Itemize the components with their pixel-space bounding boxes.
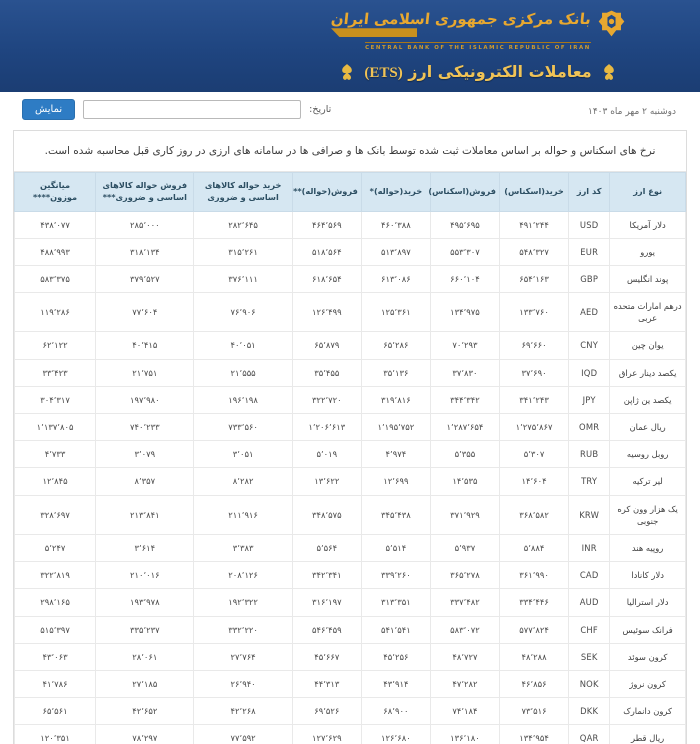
cell-sell-cash: ۱۳۶٬۱۸۰	[430, 725, 499, 744]
cell-sell-remittance: ۶۹٬۵۲۶	[292, 698, 361, 725]
cell-currency-name: یورو	[610, 238, 686, 265]
cell-weighted-average: ۱۲۰٬۳۵۱	[15, 725, 96, 744]
cell-buy-remittance: ۶۵٬۲۸۶	[361, 332, 430, 359]
cell-currency-name: لیر ترکیه	[610, 468, 686, 495]
cell-sell-essential: ۴۰٬۴۱۵	[96, 332, 194, 359]
cell-weighted-average: ۴۱٬۷۸۶	[15, 670, 96, 697]
cell-sell-essential: ۱۹۳٬۹۷۸	[96, 589, 194, 616]
cell-currency-name: روبل روسیه	[610, 441, 686, 468]
cell-currency-code: KRW	[569, 495, 610, 534]
cell-buy-remittance: ۳۳۹٬۲۶۰	[361, 562, 430, 589]
cell-currency-name: پوند انگلیس	[610, 265, 686, 292]
cell-buy-remittance: ۶۱۳٬۰۸۶	[361, 265, 430, 292]
cell-currency-code: DKK	[569, 698, 610, 725]
cell-sell-cash: ۵٬۳۵۵	[430, 441, 499, 468]
rates-note: نرخ های اسکناس و حواله بر اساس معاملات ثبت شده توسط بانک ها و صرافی ها در سامانه های ارزی در روز کاری قبل محاسبه شده است.	[14, 131, 686, 172]
cell-sell-remittance: ۵۱۸٬۵۶۴	[292, 238, 361, 265]
cell-sell-cash: ۳۷۱٬۹۲۹	[430, 495, 499, 534]
cell-weighted-average: ۱٬۱۳۷٬۸۰۵	[15, 414, 96, 441]
table-row	[15, 670, 686, 697]
cell-sell-remittance: ۳۵٬۴۵۵	[292, 359, 361, 386]
cell-sell-cash: ۶۶۰٬۱۰۴	[430, 265, 499, 292]
cell-buy-cash: ۵۴۸٬۳۲۷	[500, 238, 569, 265]
ets-title-row	[339, 62, 616, 82]
central-bank-name-fa: بانک مرکزی جمهوری اسلامی ایران	[330, 10, 592, 29]
cell-buy-essential: ۲۶٬۹۴۰	[194, 670, 292, 697]
cell-currency-code: IQD	[569, 359, 610, 386]
table-row	[15, 562, 686, 589]
ornament-right-icon	[339, 63, 355, 81]
cell-buy-essential: ۳۳۲٬۲۲۰	[194, 616, 292, 643]
cell-buy-essential: ۴۲٬۲۶۸	[194, 698, 292, 725]
cell-weighted-average: ۳۲۸٬۶۹۷	[15, 495, 96, 534]
col-buy-essential-goods: خرید حواله کالاهای اساسی و ضروری	[194, 172, 292, 211]
cell-sell-remittance: ۱۲۶٬۴۹۹	[292, 293, 361, 332]
table-body	[15, 211, 686, 744]
cell-sell-cash: ۴۹۵٬۶۹۵	[430, 211, 499, 238]
cell-sell-cash: ۷۰٬۲۹۳	[430, 332, 499, 359]
col-buy-remittance: خرید(حواله)*	[361, 172, 430, 211]
cell-buy-essential: ۷۳۳٬۵۶۰	[194, 414, 292, 441]
cell-currency-code: EUR	[569, 238, 610, 265]
cell-buy-cash: ۳۷٬۶۹۰	[500, 359, 569, 386]
cell-weighted-average: ۴٬۷۳۳	[15, 441, 96, 468]
cell-buy-remittance: ۱٬۱۹۵٬۷۵۲	[361, 414, 430, 441]
cell-currency-name: روپیه هند	[610, 534, 686, 561]
cell-currency-code: AED	[569, 293, 610, 332]
cell-sell-essential: ۲۷٬۱۸۵	[96, 670, 194, 697]
table-row	[15, 238, 686, 265]
cell-currency-code: NOK	[569, 670, 610, 697]
cell-weighted-average: ۱۲٬۸۴۵	[15, 468, 96, 495]
col-weighted-average: میانگین موزون****	[15, 172, 96, 211]
cell-sell-remittance: ۳۴۲٬۳۴۱	[292, 562, 361, 589]
col-currency-code: کد ارز	[569, 172, 610, 211]
cell-weighted-average: ۵٬۲۴۷	[15, 534, 96, 561]
cell-currency-name: فرانک سوئیس	[610, 616, 686, 643]
cell-currency-code: USD	[569, 211, 610, 238]
cell-buy-essential: ۲۱۱٬۹۱۶	[194, 495, 292, 534]
cell-buy-remittance: ۱۲٬۶۹۹	[361, 468, 430, 495]
col-buy-cash: خرید(اسکناس)	[500, 172, 569, 211]
central-bank-logo-row	[331, 10, 625, 37]
cell-currency-code: CHF	[569, 616, 610, 643]
cell-buy-cash: ۴۶٬۸۵۶	[500, 670, 569, 697]
table-row	[15, 414, 686, 441]
table-row	[15, 616, 686, 643]
cell-buy-essential: ۳٬۰۵۱	[194, 441, 292, 468]
cell-sell-remittance: ۶۵٬۸۷۹	[292, 332, 361, 359]
table-row	[15, 386, 686, 413]
cell-weighted-average: ۴۸۸٬۹۹۳	[15, 238, 96, 265]
table-row	[15, 211, 686, 238]
cell-currency-code: OMR	[569, 414, 610, 441]
cell-buy-cash: ۷۳٬۵۱۶	[500, 698, 569, 725]
cell-sell-cash: ۳۳۷٬۴۸۲	[430, 589, 499, 616]
cell-currency-name: کرون سوئد	[610, 643, 686, 670]
col-currency-name: نوع ارز	[610, 172, 686, 211]
cell-weighted-average: ۶۵٬۵۶۱	[15, 698, 96, 725]
cell-sell-remittance: ۴۶۴٬۵۶۹	[292, 211, 361, 238]
table-row	[15, 643, 686, 670]
cell-buy-remittance: ۴۶۰٬۳۸۸	[361, 211, 430, 238]
cell-sell-cash: ۳۴۴٬۳۴۲	[430, 386, 499, 413]
cell-buy-essential: ۷۷٬۵۹۲	[194, 725, 292, 744]
cell-sell-essential: ۲۱٬۷۵۱	[96, 359, 194, 386]
cell-currency-name: دلار کانادا	[610, 562, 686, 589]
cell-buy-remittance: ۵۴۱٬۵۴۱	[361, 616, 430, 643]
cell-currency-code: CAD	[569, 562, 610, 589]
cell-buy-cash: ۳۴۱٬۲۴۳	[500, 386, 569, 413]
persian-date-label: دوشنبه ۲ مهر ماه ۱۴۰۳	[588, 107, 676, 117]
cell-buy-remittance: ۳۱۹٬۸۱۶	[361, 386, 430, 413]
cell-currency-code: RUB	[569, 441, 610, 468]
cbi-emblem-icon	[598, 10, 625, 37]
cell-currency-name: یوان چین	[610, 332, 686, 359]
table-row	[15, 293, 686, 332]
cell-buy-cash: ۱۳۴٬۹۵۴	[500, 725, 569, 744]
cell-currency-name: درهم امارات متحده عربی	[610, 293, 686, 332]
cell-currency-name: ریال عمان	[610, 414, 686, 441]
cell-buy-essential: ۲۷٬۷۶۴	[194, 643, 292, 670]
cell-sell-remittance: ۶۱۸٬۶۵۴	[292, 265, 361, 292]
cell-currency-code: JPY	[569, 386, 610, 413]
cell-buy-essential: ۱۹۶٬۱۹۸	[194, 386, 292, 413]
cell-buy-cash: ۳۶۸٬۵۸۲	[500, 495, 569, 534]
cell-sell-cash: ۱۴٬۵۳۵	[430, 468, 499, 495]
cell-sell-essential: ۸٬۳۵۷	[96, 468, 194, 495]
table-row	[15, 265, 686, 292]
banner-content	[268, 0, 688, 92]
cell-currency-name: یکصد دینار عراق	[610, 359, 686, 386]
cell-currency-name: دلار استرالیا	[610, 589, 686, 616]
ets-title	[364, 62, 591, 82]
cell-sell-essential: ۳۳۵٬۲۳۷	[96, 616, 194, 643]
date-input[interactable]	[83, 100, 301, 119]
cell-weighted-average: ۲۹۸٬۱۶۵	[15, 589, 96, 616]
table-row	[15, 589, 686, 616]
cell-sell-essential: ۲۸۵٬۰۰۰	[96, 211, 194, 238]
cell-sell-essential: ۲۸٬۰۶۱	[96, 643, 194, 670]
cell-sell-cash: ۷۴٬۱۸۴	[430, 698, 499, 725]
cell-weighted-average: ۴۳٬۰۶۳	[15, 643, 96, 670]
cell-sell-remittance: ۳۱۶٬۱۹۷	[292, 589, 361, 616]
central-bank-name-en: CENTRAL BANK OF THE ISLAMIC REPUBLIC OF IRAN	[365, 42, 591, 51]
cell-sell-essential: ۳٬۰۷۹	[96, 441, 194, 468]
table-row	[15, 332, 686, 359]
cell-buy-cash: ۳۳۴٬۴۴۶	[500, 589, 569, 616]
cell-sell-essential: ۷۷٬۶۰۴	[96, 293, 194, 332]
cell-buy-cash: ۵۷۷٬۸۲۴	[500, 616, 569, 643]
cell-sell-essential: ۳٬۶۱۴	[96, 534, 194, 561]
cell-currency-code: GBP	[569, 265, 610, 292]
cell-sell-remittance: ۱٬۲۰۶٬۶۱۳	[292, 414, 361, 441]
table-row	[15, 534, 686, 561]
cell-buy-remittance: ۴۵٬۲۵۶	[361, 643, 430, 670]
cell-weighted-average: ۴۳۸٬۰۷۷	[15, 211, 96, 238]
cell-buy-remittance: ۳۱۳٬۳۵۱	[361, 589, 430, 616]
cell-buy-cash: ۶۵۴٬۱۶۳	[500, 265, 569, 292]
col-sell-cash: فروش(اسکناس)	[430, 172, 499, 211]
cell-buy-remittance: ۳۵٬۱۳۶	[361, 359, 430, 386]
show-button[interactable]: نمایش	[22, 99, 75, 120]
cell-sell-cash: ۵٬۹۳۷	[430, 534, 499, 561]
cell-buy-remittance: ۶۸٬۹۰۰	[361, 698, 430, 725]
cell-currency-code: CNY	[569, 332, 610, 359]
cell-buy-essential: ۳۷۶٬۱۱۱	[194, 265, 292, 292]
table-row	[15, 495, 686, 534]
cell-buy-cash: ۴۸٬۲۸۸	[500, 643, 569, 670]
cell-buy-essential: ۳٬۳۸۳	[194, 534, 292, 561]
cell-buy-remittance: ۴۳٬۹۱۴	[361, 670, 430, 697]
cell-sell-remittance: ۱۲۷٬۶۲۹	[292, 725, 361, 744]
cell-buy-essential: ۱۹۲٬۳۲۲	[194, 589, 292, 616]
cell-sell-cash: ۱۳۴٬۹۷۵	[430, 293, 499, 332]
cell-buy-cash: ۵٬۳۰۷	[500, 441, 569, 468]
cell-buy-remittance: ۱۲۶٬۶۸۰	[361, 725, 430, 744]
cell-buy-essential: ۲۸۲٬۶۴۵	[194, 211, 292, 238]
cell-currency-code: QAR	[569, 725, 610, 744]
cell-buy-essential: ۲۱٬۵۵۵	[194, 359, 292, 386]
cell-currency-code: AUD	[569, 589, 610, 616]
cell-buy-remittance: ۵۱۳٬۸۹۷	[361, 238, 430, 265]
cell-buy-remittance: ۴٬۹۷۴	[361, 441, 430, 468]
cell-sell-cash: ۵۵۳٬۳۰۷	[430, 238, 499, 265]
cell-buy-essential: ۴۰٬۰۵۱	[194, 332, 292, 359]
cell-buy-essential: ۲۰۸٬۱۲۶	[194, 562, 292, 589]
cell-currency-name: یکصد ین ژاپن	[610, 386, 686, 413]
date-label: تاریخ:	[309, 104, 332, 115]
cell-sell-essential: ۳۱۸٬۱۳۴	[96, 238, 194, 265]
cell-sell-cash: ۴۸٬۷۲۷	[430, 643, 499, 670]
cell-currency-name: دلار آمریکا	[610, 211, 686, 238]
cell-weighted-average: ۱۱۹٬۲۸۶	[15, 293, 96, 332]
cell-sell-essential: ۷۴۰٬۲۳۳	[96, 414, 194, 441]
cell-buy-cash: ۶۹٬۶۶۰	[500, 332, 569, 359]
cell-buy-cash: ۱۳۳٬۷۶۰	[500, 293, 569, 332]
cell-sell-cash: ۳۷٬۸۳۰	[430, 359, 499, 386]
cell-sell-cash: ۳۶۵٬۲۷۸	[430, 562, 499, 589]
cell-sell-remittance: ۳۲۲٬۷۲۰	[292, 386, 361, 413]
cell-buy-cash: ۴۹۱٬۲۴۴	[500, 211, 569, 238]
exchange-rates-table	[14, 172, 686, 744]
cell-weighted-average: ۶۲٬۱۲۲	[15, 332, 96, 359]
table-row	[15, 725, 686, 744]
cell-weighted-average: ۵۱۵٬۳۹۷	[15, 616, 96, 643]
cell-sell-cash: ۴۷٬۲۸۲	[430, 670, 499, 697]
cell-currency-name: کرون نروژ	[610, 670, 686, 697]
ets-title-abbr: (ETS)	[364, 64, 403, 81]
cell-sell-cash: ۱٬۲۸۷٬۶۵۴	[430, 414, 499, 441]
cell-sell-remittance: ۱۳٬۶۲۲	[292, 468, 361, 495]
table-row	[15, 698, 686, 725]
ets-title-fa: معاملات الکترونیکی ارز	[408, 61, 592, 81]
cell-sell-remittance: ۴۴٬۳۱۳	[292, 670, 361, 697]
cell-currency-code: TRY	[569, 468, 610, 495]
cell-buy-cash: ۳۶۱٬۹۹۰	[500, 562, 569, 589]
cell-buy-cash: ۵٬۸۸۴	[500, 534, 569, 561]
table-header	[15, 172, 686, 211]
cell-weighted-average: ۳۰۴٬۳۱۷	[15, 386, 96, 413]
cbi-gold-bar	[331, 28, 417, 37]
cell-sell-remittance: ۵٬۵۶۴	[292, 534, 361, 561]
cell-sell-cash: ۵۸۳٬۰۷۲	[430, 616, 499, 643]
cell-currency-code: INR	[569, 534, 610, 561]
cell-sell-essential: ۲۱۰٬۰۱۶	[96, 562, 194, 589]
cell-buy-cash: ۱٬۲۷۵٬۸۶۷	[500, 414, 569, 441]
col-sell-essential-goods: فروش حواله کالاهای اساسی و ضروری***	[96, 172, 194, 211]
cell-buy-remittance: ۵٬۵۱۴	[361, 534, 430, 561]
ornament-left-icon	[601, 63, 617, 81]
cell-sell-remittance: ۵۴۶٬۴۵۹	[292, 616, 361, 643]
cell-sell-essential: ۳۷۹٬۵۲۷	[96, 265, 194, 292]
cell-sell-remittance: ۴۵٬۶۶۷	[292, 643, 361, 670]
cell-sell-essential: ۱۹۷٬۹۸۰	[96, 386, 194, 413]
cell-buy-essential: ۳۱۵٬۲۶۱	[194, 238, 292, 265]
cell-buy-cash: ۱۴٬۶۰۴	[500, 468, 569, 495]
cell-buy-remittance: ۱۲۵٬۳۶۱	[361, 293, 430, 332]
cell-sell-remittance: ۵٬۰۱۹	[292, 441, 361, 468]
cell-buy-remittance: ۳۴۵٬۴۳۸	[361, 495, 430, 534]
cell-sell-remittance: ۳۴۸٬۵۷۵	[292, 495, 361, 534]
cell-currency-name: یک هزار وون کره جنوبی	[610, 495, 686, 534]
col-sell-remittance: فروش(حواله)**	[292, 172, 361, 211]
cell-weighted-average: ۵۸۳٬۳۷۵	[15, 265, 96, 292]
table-row	[15, 468, 686, 495]
cell-buy-essential: ۸٬۲۸۲	[194, 468, 292, 495]
cell-weighted-average: ۳۳٬۴۲۳	[15, 359, 96, 386]
cell-currency-code: SEK	[569, 643, 610, 670]
table-row	[15, 441, 686, 468]
cell-sell-essential: ۴۲٬۶۵۲	[96, 698, 194, 725]
site-header-banner	[0, 0, 700, 92]
cell-currency-name: کرون دانمارک	[610, 698, 686, 725]
cell-buy-essential: ۷۶٬۹۰۶	[194, 293, 292, 332]
table-header-row	[15, 172, 686, 211]
cell-weighted-average: ۳۲۲٬۸۱۹	[15, 562, 96, 589]
cell-currency-name: ریال قطر	[610, 725, 686, 744]
cell-sell-essential: ۲۱۳٬۸۴۱	[96, 495, 194, 534]
table-row	[15, 359, 686, 386]
cell-sell-essential: ۷۸٬۲۹۷	[96, 725, 194, 744]
